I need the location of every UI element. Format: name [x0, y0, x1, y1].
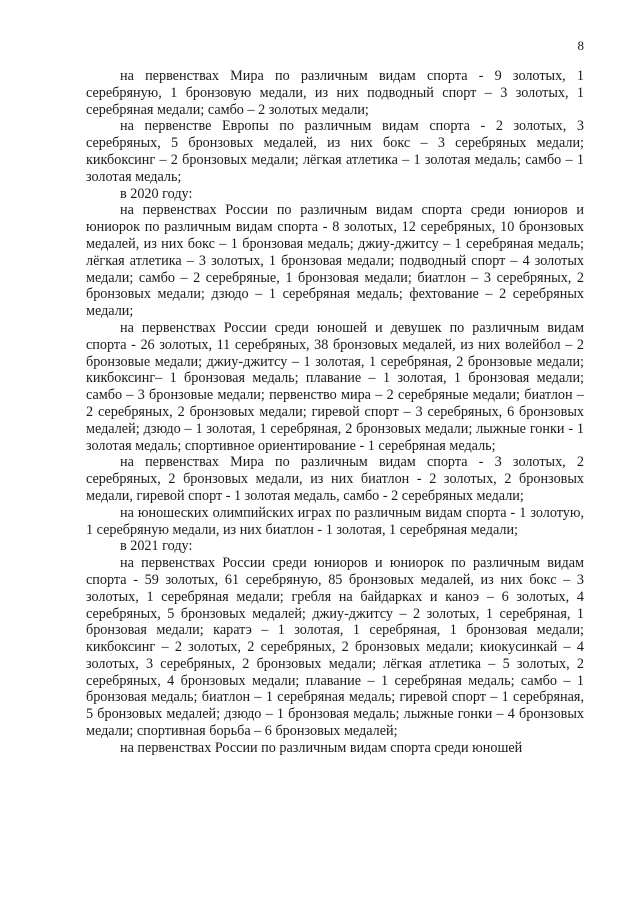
- paragraph: на первенствах Мира по различным видам спорта - 9 золотых, 1 серебряную, 1 бронзовую медали, из них подводный спорт – 3 золотых, 1 серебряная медали; самбо – 2 золотых медали;: [86, 68, 584, 118]
- paragraph: на юношеских олимпийских играх по различным видам спорта - 1 золотую, 1 серебряную медали, из них биатлон - 1 золотая, 1 серебряная медали;: [86, 504, 584, 538]
- paragraph: на первенствах России среди юношей и девушек по различным видам спорта - 26 золотых, 11 серебряных, 38 бронзовых медалей, из них волейбол – 2 бронзовые медали; джиу-джитсу – 1 золотая, 1 серебряная, 2 бронзовые медали; кикбоксинг– 1 бронзовая медаль; плавание – 1 золотая, 1 бронзовая медали; самбо – 3 бронзовые медали; первенство мира – 2 серебряные медали; биатлон – 2 серебряных, 2 бронзовых медали; гиревой спорт – 3 серебряных, 6 бронзовых медалей; дзюдо – 1 золотая, 1 серебряная, 2 бронзовых медали; лыжные гонки - 1 золотая медаль; спортивное ориентирование - 1 серебряная медаль;: [86, 319, 584, 454]
- document-body: [86, 68, 584, 757]
- year-heading: в 2020 году:: [120, 185, 193, 202]
- year-heading: в 2021 году:: [120, 538, 193, 555]
- paragraph: на первенстве Европы по различным видам спорта - 2 золотых, 3 серебряных, 5 бронзовых медалей, из них бокс – 3 серебряных медали; кикбоксинг – 2 бронзовых медали; лёгкая атлетика – 1 золотая медаль; самбо – 1 золотая медаль;: [86, 118, 584, 185]
- paragraph: на первенствах России по различным видам спорта среди юношей: [120, 739, 523, 756]
- page-number: 8: [577, 38, 584, 53]
- paragraph: на первенствах России среди юниоров и юниорок по различным видам спорта - 59 золотых, 61 серебряную, 85 бронзовых медалей, из них бокс – 3 золотых, 1 серебряная медали; гребля на байдарках и каноэ – 6 золотых, 4 серебряных, 5 бронзовых медалей; джиу-джитсу – 2 золотых, 1 серебряная, 1 бронзовая медали; каратэ – 1 золотая, 1 серебряная, 1 бронзовая медали; кикбоксинг – 2 золотых, 2 серебряных, 2 бронзовых медали; киокусинкай – 4 золотых, 3 серебряных, 2 бронзовых медали; лёгкая атлетика – 5 золотых, 2 серебряных, 4 бронзовых медали; плавание – 1 серебряная медаль; самбо – 1 бронзовая медаль; биатлон – 1 серебряная медаль; гиревой спорт – 1 серебряная, 5 бронзовых медалей; дзюдо – 1 бронзовая медаль; лыжные гонки – 4 бронзовых медали; спортивная борьба – 6 бронзовых медалей;: [86, 555, 584, 740]
- paragraph: на первенствах Мира по различным видам спорта - 3 золотых, 2 серебряных, 2 бронзовых медали, из них биатлон - 2 золотых, 2 бронзовых медали, гиревой спорт - 1 золотая медаль, самбо - 2 серебряных медали;: [86, 454, 584, 504]
- paragraph: на первенствах России по различным видам спорта среди юниоров и юниорок по различным видам спорта - 8 золотых, 12 серебряных, 10 бронзовых медалей, из них бокс – 1 бронзовая медаль; джиу-джитсу – 1 серебряная медаль; лёгкая атлетика – 3 золотых, 1 бронзовая медали; подводный спорт – 4 золотых медали; самбо – 2 серебряные, 1 бронзовая медали; биатлон – 3 серебряных, 2 бронзовых медали; дзюдо – 1 серебряная медаль; фехтование – 2 серебряных медали;: [86, 202, 584, 320]
